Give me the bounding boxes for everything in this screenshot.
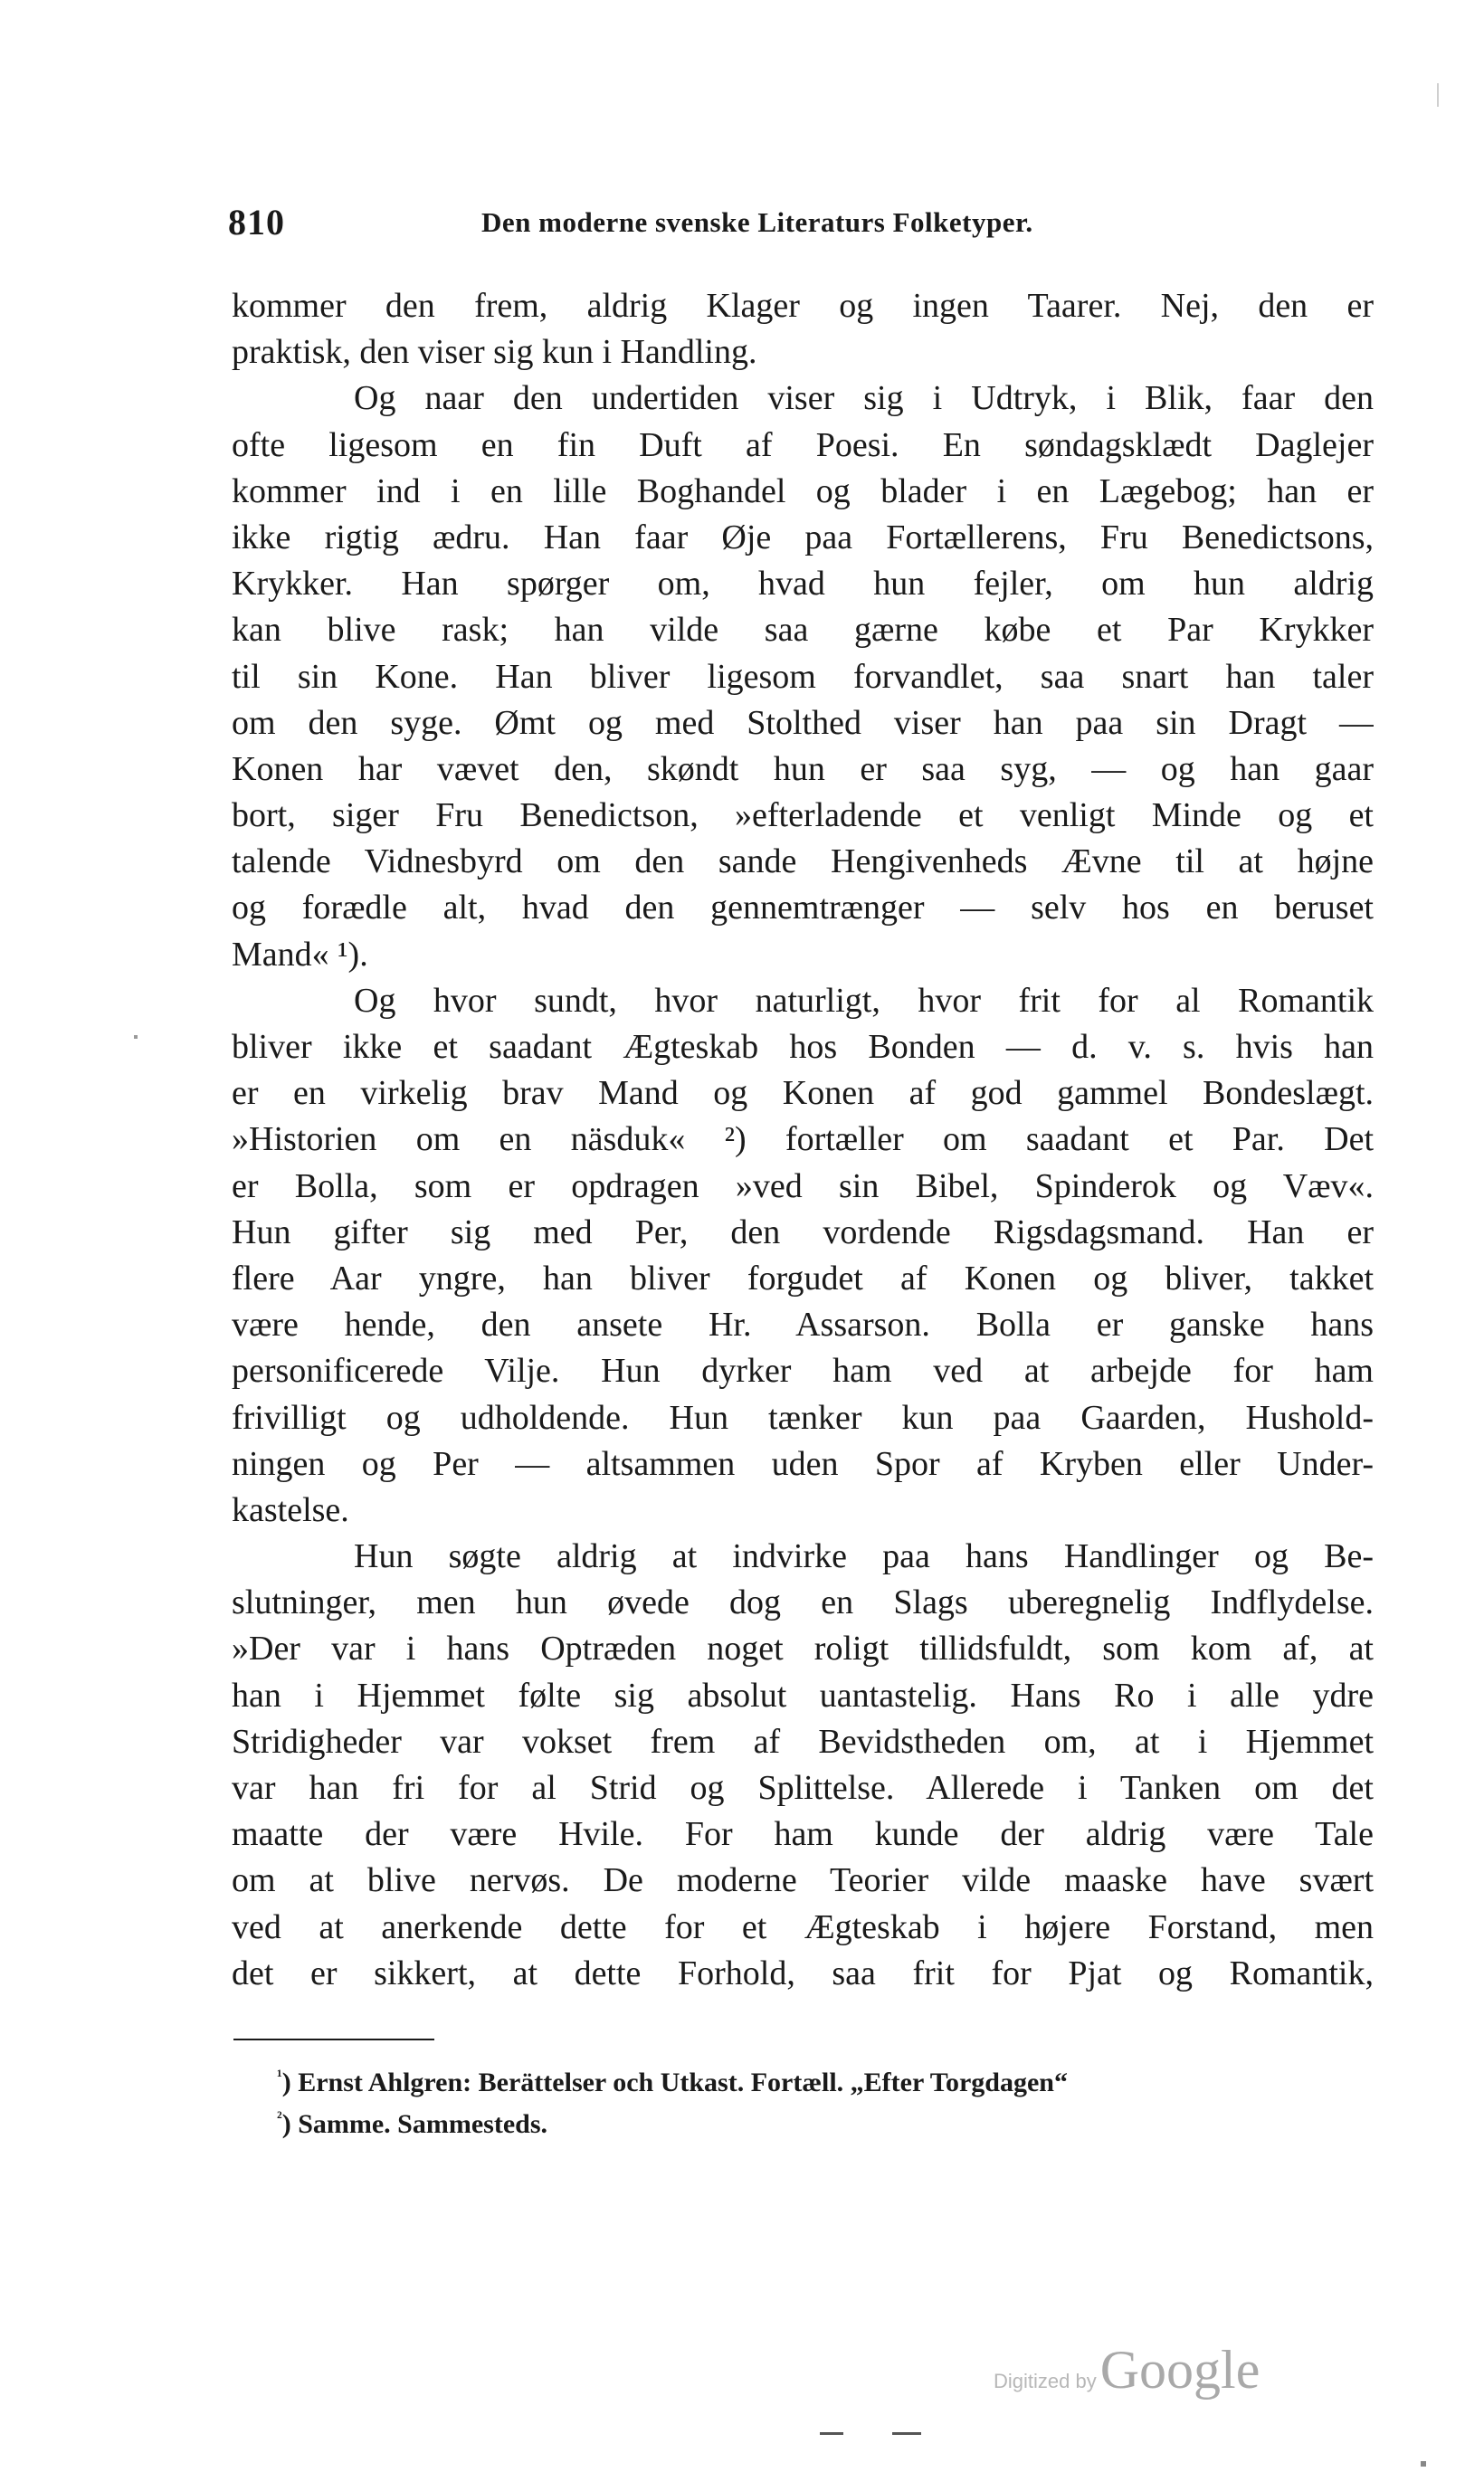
- text-line: er en virkelig brav Mand og Konen af god gammel Bondeslægt.: [232, 1074, 1374, 1113]
- scan-edge-mark: [1437, 83, 1439, 107]
- text-line: frivilligt og udholdende. Hun tænker kun paa Gaarden, Hushold-: [232, 1398, 1374, 1437]
- text-line: ningen og Per — altsammen uden Spor af Kryben eller Under-: [232, 1444, 1374, 1483]
- footnote-text: Ernst Ahlgren: Berättelser och Utkast. Fortæll. „Efter Torgdagen“: [298, 2068, 1068, 2097]
- text-line: Konen har vævet den, skøndt hun er saa syg, — og han gaar: [232, 749, 1374, 788]
- text-line: praktisk, den viser sig kun i Handling.: [232, 333, 757, 372]
- text-line: personificerede Vilje. Hun dyrker ham ved at arbejde for ham: [232, 1352, 1374, 1391]
- text-line: Hun søgte aldrig at indvirke paa hans Handlinger og Be-: [354, 1537, 1374, 1576]
- text-line: Mand« ¹).: [232, 935, 368, 974]
- text-line: kommer den frem, aldrig Klager og ingen Taarer. Nej, den er: [232, 287, 1374, 325]
- google-logo: Google: [1099, 2340, 1260, 2400]
- text-line: og forædle alt, hvad den gennemtrænger — selv hos en beruset: [232, 889, 1374, 927]
- text-line: flere Aar yngre, han bliver forgudet af Konen og bliver, takket: [232, 1259, 1374, 1298]
- footnote-paren: ): [281, 2068, 299, 2097]
- text-line: kan blive rask; han vilde saa gærne købe et Par Krykker: [232, 611, 1374, 650]
- footnote: [277, 2056, 1374, 2097]
- text-line: Krykker. Han spørger om, hvad hun fejler, om hun aldrig: [232, 565, 1374, 604]
- footnotes: [277, 2056, 1374, 2139]
- digitized-watermark: [994, 2339, 1260, 2401]
- footnote: [277, 2097, 1374, 2139]
- footnote-marker: ¹: [277, 2067, 282, 2086]
- body-text: [232, 283, 1374, 1997]
- footnote-marker: ²: [277, 2108, 282, 2127]
- text-line: maatte der være Hvile. For ham kunde der aldrig være Tale: [232, 1815, 1374, 1854]
- text-line: om den syge. Ømt og med Stolthed viser han paa sin Dragt —: [232, 703, 1374, 742]
- page-header: [228, 201, 1377, 246]
- text-line: bort, siger Fru Benedictson, »efterladende et venligt Minde og et: [232, 796, 1374, 835]
- scan-edge-mark: [820, 2432, 843, 2435]
- text-line: bliver ikke et saadant Ægteskab hos Bonden — d. v. s. hvis han: [232, 1028, 1374, 1066]
- text-line: Og hvor sundt, hvor naturligt, hvor frit for al Romantik: [354, 981, 1374, 1020]
- scan-edge-mark: [892, 2432, 921, 2435]
- text-line: kastelse.: [232, 1490, 349, 1529]
- footnote-text: Samme. Sammesteds.: [298, 2109, 548, 2139]
- text-line: ved at anerkende dette for et Ægteskab i højere Forstand, men: [232, 1907, 1374, 1946]
- text-line: han i Hjemmet følte sig absolut uantastelig. Hans Ro i alle ydre: [232, 1676, 1374, 1715]
- text-line: var han fri for al Strid og Splittelse. Allerede i Tanken om det: [232, 1769, 1374, 1807]
- footnote-paren: ): [281, 2109, 299, 2139]
- text-line: Og naar den undertiden viser sig i Udtryk, i Blik, faar den: [354, 379, 1374, 418]
- text-line: talende Vidnesbyrd om den sande Hengivenheds Ævne til at højne: [232, 842, 1374, 881]
- text-line: »Historien om en näsduk« ²) fortæller om saadant et Par. Det: [232, 1120, 1374, 1159]
- footnote-divider: [233, 2039, 434, 2040]
- page-number: 810: [228, 202, 285, 242]
- text-line: slutninger, men hun øvede dog en Slags uberegnelig Indflydelse.: [232, 1583, 1374, 1622]
- text-line: Stridigheder var vokset frem af Bevidstheden om, at i Hjemmet: [232, 1722, 1374, 1761]
- text-line: om at blive nervøs. De moderne Teorier vilde maaske have svært: [232, 1861, 1374, 1900]
- text-line: ikke rigtig ædru. Han faar Øje paa Fortællerens, Fru Benedictsons,: [232, 518, 1374, 556]
- text-line: er Bolla, som er opdragen »ved sin Bibel, Spinderok og Væv«.: [232, 1166, 1374, 1205]
- scan-edge-mark: [134, 1035, 138, 1039]
- watermark-prefix: Digitized by: [994, 2370, 1097, 2392]
- text-line: ofte ligesom en fin Duft af Poesi. En søndagsklædt Daglejer: [232, 425, 1374, 464]
- text-line: være hende, den ansete Hr. Assarson. Bolla er ganske hans: [232, 1306, 1374, 1345]
- text-line: »Der var i hans Optræden noget roligt tillidsfuldt, som kom af, at: [232, 1630, 1374, 1669]
- text-line: til sin Kone. Han bliver ligesom forvandlet, saa snart han taler: [232, 657, 1374, 696]
- running-title: Den moderne svenske Literaturs Folketyper.: [481, 206, 1033, 238]
- text-line: det er sikkert, at dette Forhold, saa frit for Pjat og Romantik,: [232, 1954, 1374, 1992]
- text-line: Hun gifter sig med Per, den vordende Rigsdagsmand. Han er: [232, 1212, 1374, 1251]
- text-line: kommer ind i en lille Boghandel og blader i en Lægebog; han er: [232, 471, 1374, 510]
- scan-edge-mark: [1421, 2461, 1426, 2467]
